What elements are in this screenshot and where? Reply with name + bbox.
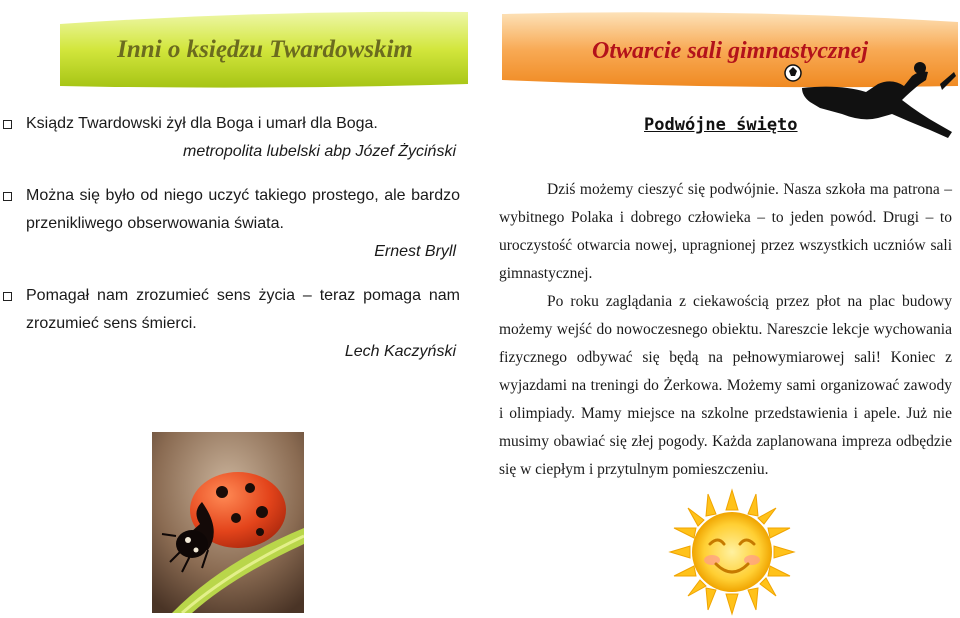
right-banner-title: Otwarcie sali gimnastycznej — [592, 38, 868, 64]
quote-author: Lech Kaczyński — [344, 343, 456, 360]
quote-author: Ernest Bryll — [374, 243, 456, 260]
article-title: Podwójne święto — [644, 115, 798, 135]
ladybug-image — [152, 432, 304, 613]
quotes-column — [0, 110, 460, 366]
left-banner-title: Inni o księdzu Twardowskim — [117, 36, 413, 63]
quote-author: metropolita lubelski abp Józef Życiński — [182, 143, 456, 160]
quote-text: Można się było od niego uczyć takiego prostego, ale bardzo przenikliwego obserwowania świata. — [0, 182, 460, 238]
sun-icon — [668, 488, 796, 616]
quote-text: Ksiądz Twardowski żył dla Boga i umarł dla Boga. — [0, 110, 460, 138]
article-body — [499, 176, 952, 484]
left-banner — [60, 10, 470, 88]
quote-text: Pomagał nam zrozumieć sens życia – teraz pomaga nam zrozumieć sens śmierci. — [0, 282, 460, 338]
soccer-player-icon — [780, 62, 956, 144]
article-paragraph: Po roku zaglądania z ciekawością przez płot na plac budowy możemy wejść do nowoczesnego obiektu. Nareszcie lekcje wychowania fizycznego odbywać się będą na pełnowymiarowej sali! Koniec z wyjazdami na treningi do Żerkowa. Możemy sami organizować zawody i olimpiady. Mamy miejsce na szkolne przedstawienia i apele. Już nie musimy obawiać się złej pogody. Każda zaplanowana impreza odbędzie się w ciepłym i przytulnym pomieszczeniu. — [499, 293, 952, 478]
article-paragraph: Dziś możemy cieszyć się podwójnie. Nasza szkoła ma patrona – wybitnego Polaka i dobrego człowieka – to jeden powód. Drugi – to uroczystość otwarcia nowej, upragnionej przez wszystkich uczniów sali gimnastycznej. — [499, 181, 952, 282]
